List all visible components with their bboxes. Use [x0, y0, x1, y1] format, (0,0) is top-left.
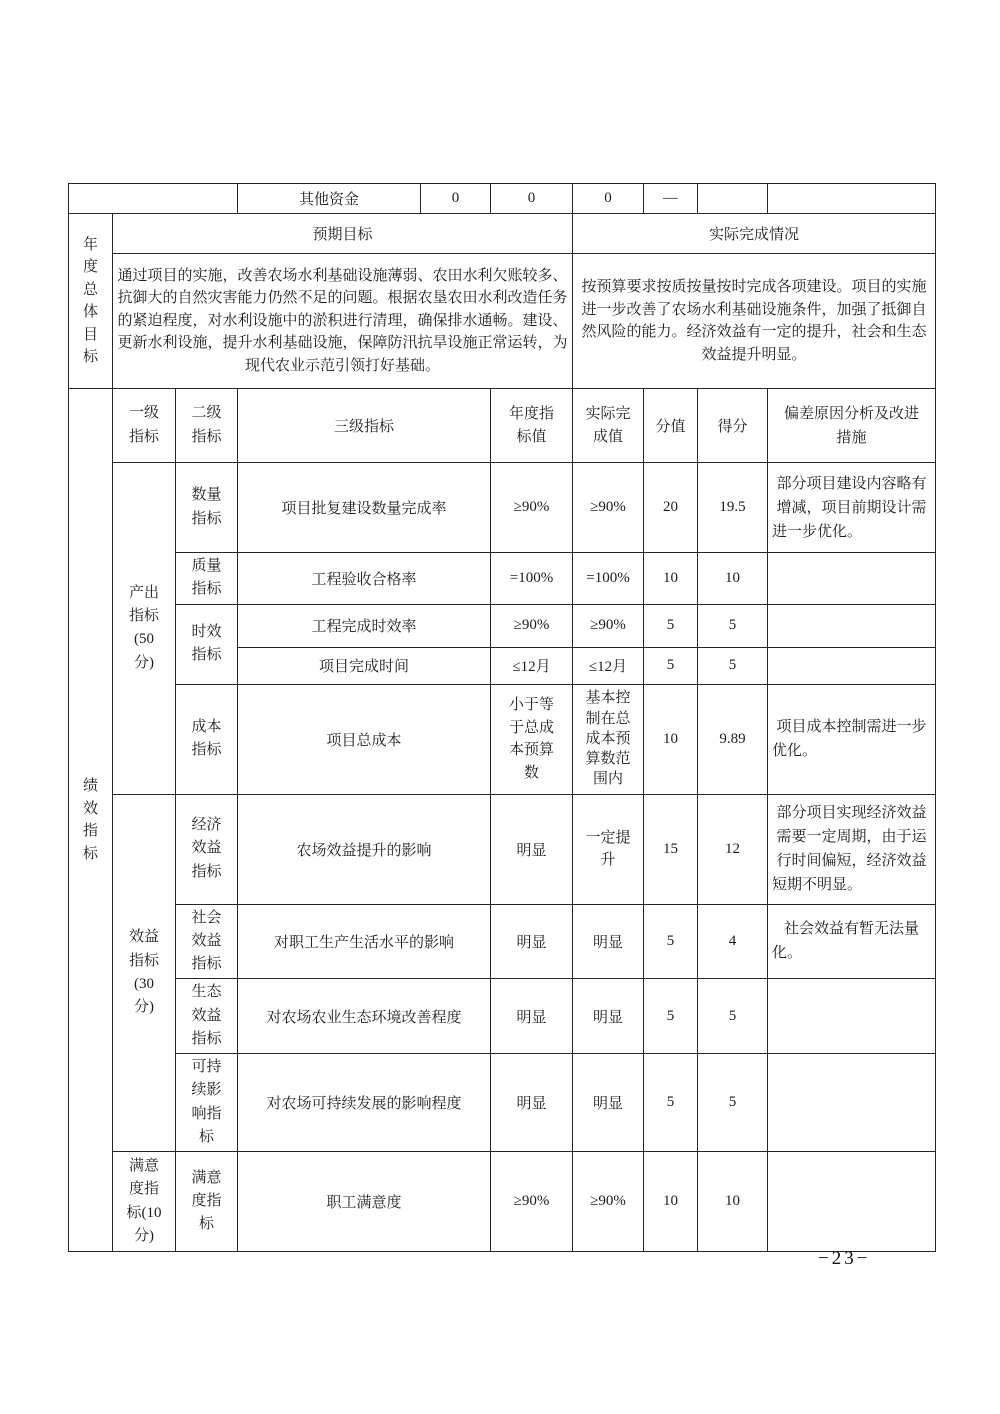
level3-cell: 农场效益提升的影响 [238, 794, 491, 904]
level3-cell: 工程验收合格率 [238, 553, 491, 605]
score-cell: 5 [698, 647, 768, 684]
indicator-row [69, 1054, 936, 1152]
indicator-row [69, 1152, 936, 1252]
header-score-max: 分值 [644, 389, 698, 463]
annual-target-cell: 明显 [491, 904, 573, 979]
score-max-cell: 15 [644, 794, 698, 904]
deviation-cell [768, 979, 936, 1054]
score-max-cell: 10 [644, 684, 698, 794]
score-max-cell: 5 [644, 604, 698, 647]
header-level3: 三级指标 [238, 389, 491, 463]
score-max-cell: 5 [644, 647, 698, 684]
actual-value-cell: ≥90% [573, 604, 644, 647]
funding-value-cell: 0 [573, 184, 644, 214]
annual-target-cell: ≥90% [491, 463, 573, 553]
header-actual-value: 实际完成值 [573, 389, 644, 463]
page-number: −23− [818, 1248, 871, 1269]
level2-cell: 经济效益指标 [176, 794, 238, 904]
deviation-cell [768, 1054, 936, 1152]
level3-cell: 项目批复建设数量完成率 [238, 463, 491, 553]
actual-result-text: 按预算要求按质按量按时完成各项建设。项目的实施进一步改善了农场水利基础设施条件，加强了抵御自然风险的能力。经济效益有一定的提升，社会和生态效益提升明显。 [573, 254, 936, 389]
actual-value-cell: 明显 [573, 904, 644, 979]
annual-target-cell: ≤12月 [491, 647, 573, 684]
score-cell: 12 [698, 794, 768, 904]
deviation-cell [768, 604, 936, 647]
level3-cell: 工程完成时效率 [238, 604, 491, 647]
actual-value-cell: ≤12月 [573, 647, 644, 684]
level2-cell: 生态效益指标 [176, 979, 238, 1054]
score-cell: 5 [698, 979, 768, 1054]
header-level1: 一级指标 [113, 389, 176, 463]
level3-cell: 项目总成本 [238, 684, 491, 794]
group-output-label: 产出指标(50分) [113, 463, 176, 795]
header-annual-target: 年度指标值 [491, 389, 573, 463]
funding-row [69, 184, 936, 214]
actual-value-cell: ≥90% [573, 463, 644, 553]
score-max-cell: 20 [644, 463, 698, 553]
indicator-row [69, 684, 936, 794]
level2-cell: 数量指标 [176, 463, 238, 553]
indicator-header-row [69, 389, 936, 463]
indicator-row [69, 463, 936, 553]
score-cell: 5 [698, 604, 768, 647]
annual-target-cell: 明显 [491, 979, 573, 1054]
header-level2: 二级指标 [176, 389, 238, 463]
level2-cell: 质量指标 [176, 553, 238, 605]
funding-value-cell: 0 [421, 184, 491, 214]
header-score: 得分 [698, 389, 768, 463]
expected-goal-header: 预期目标 [113, 214, 573, 254]
funding-empty-cell [768, 184, 936, 214]
actual-value-cell: 基本控制在总成本预算数范围内 [573, 684, 644, 794]
performance-indicator-side-label-text: 绩效指标 [82, 778, 98, 862]
deviation-cell: 项目成本控制需进一步优化。 [768, 684, 936, 794]
indicator-row [69, 604, 936, 647]
performance-evaluation-table [68, 183, 936, 1252]
annual-target-cell: ≥90% [491, 604, 573, 647]
score-cell: 19.5 [698, 463, 768, 553]
deviation-cell: 部分项目实现经济效益需要一定周期，由于运行时间偏短，经济效益短期不明显。 [768, 794, 936, 904]
funding-other-label: 其他资金 [238, 184, 421, 214]
level2-cell: 可持续影响指标 [176, 1054, 238, 1152]
score-cell: 10 [698, 1152, 768, 1252]
score-max-cell: 5 [644, 1054, 698, 1152]
annual-target-cell: 明显 [491, 1054, 573, 1152]
annual-target-cell: ≥90% [491, 1152, 573, 1252]
actual-value-cell: =100% [573, 553, 644, 605]
funding-value-cell: 0 [491, 184, 573, 214]
deviation-cell [768, 647, 936, 684]
indicator-row [69, 979, 936, 1054]
actual-value-cell: 明显 [573, 1054, 644, 1152]
goal-header-row [69, 214, 936, 254]
header-deviation: 偏差原因分析及改进措施 [768, 389, 936, 463]
score-cell: 4 [698, 904, 768, 979]
group-benefit-label: 效益指标(30分) [113, 794, 176, 1152]
funding-empty-cell [698, 184, 768, 214]
annual-target-cell: 明显 [491, 794, 573, 904]
actual-result-header: 实际完成情况 [573, 214, 936, 254]
actual-value-cell: 一定提升 [573, 794, 644, 904]
level2-cell: 满意度指标 [176, 1152, 238, 1252]
level3-cell: 对农场可持续发展的影响程度 [238, 1054, 491, 1152]
funding-dash-cell: — [644, 184, 698, 214]
annual-goal-side-label [69, 214, 113, 389]
score-cell: 10 [698, 553, 768, 605]
indicator-row [69, 553, 936, 605]
level2-cell: 社会效益指标 [176, 904, 238, 979]
goal-content-row [69, 254, 936, 389]
deviation-cell [768, 553, 936, 605]
score-max-cell: 10 [644, 553, 698, 605]
annual-goal-side-label-text: 年度总体目标 [82, 236, 98, 365]
expected-goal-text: 通过项目的实施，改善农场水利基础设施薄弱、农田水利欠账较多、抗御大的自然灾害能力仍然不足的问题。根据农垦农田水利改造任务的紧迫程度，对水利设施中的淤积进行清理，确保排水通畅。建设、更新水利设施，提升水利基础设施，保障防汛抗旱设施正常运转，为现代农业示范引领打好基础。 [113, 254, 573, 389]
group-satisfaction-label: 满意度指标(10分) [113, 1152, 176, 1252]
score-cell: 5 [698, 1054, 768, 1152]
level2-cell: 时效指标 [176, 604, 238, 684]
level3-cell: 项目完成时间 [238, 647, 491, 684]
indicator-row [69, 904, 936, 979]
level3-cell: 对职工生产生活水平的影响 [238, 904, 491, 979]
annual-target-cell: 小于等于总成本预算数 [491, 684, 573, 794]
deviation-cell: 社会效益有暂无法量化。 [768, 904, 936, 979]
deviation-cell [768, 1152, 936, 1252]
level3-cell: 对农场农业生态环境改善程度 [238, 979, 491, 1054]
actual-value-cell: 明显 [573, 979, 644, 1054]
deviation-cell: 部分项目建设内容略有增减，项目前期设计需进一步优化。 [768, 463, 936, 553]
indicator-row [69, 794, 936, 904]
annual-target-cell: =100% [491, 553, 573, 605]
score-max-cell: 5 [644, 979, 698, 1054]
level2-cell: 成本指标 [176, 684, 238, 794]
funding-empty-cell [69, 184, 238, 214]
performance-indicator-side-label [69, 389, 113, 1252]
level3-cell: 职工满意度 [238, 1152, 491, 1252]
score-max-cell: 10 [644, 1152, 698, 1252]
score-cell: 9.89 [698, 684, 768, 794]
score-max-cell: 5 [644, 904, 698, 979]
actual-value-cell: ≥90% [573, 1152, 644, 1252]
